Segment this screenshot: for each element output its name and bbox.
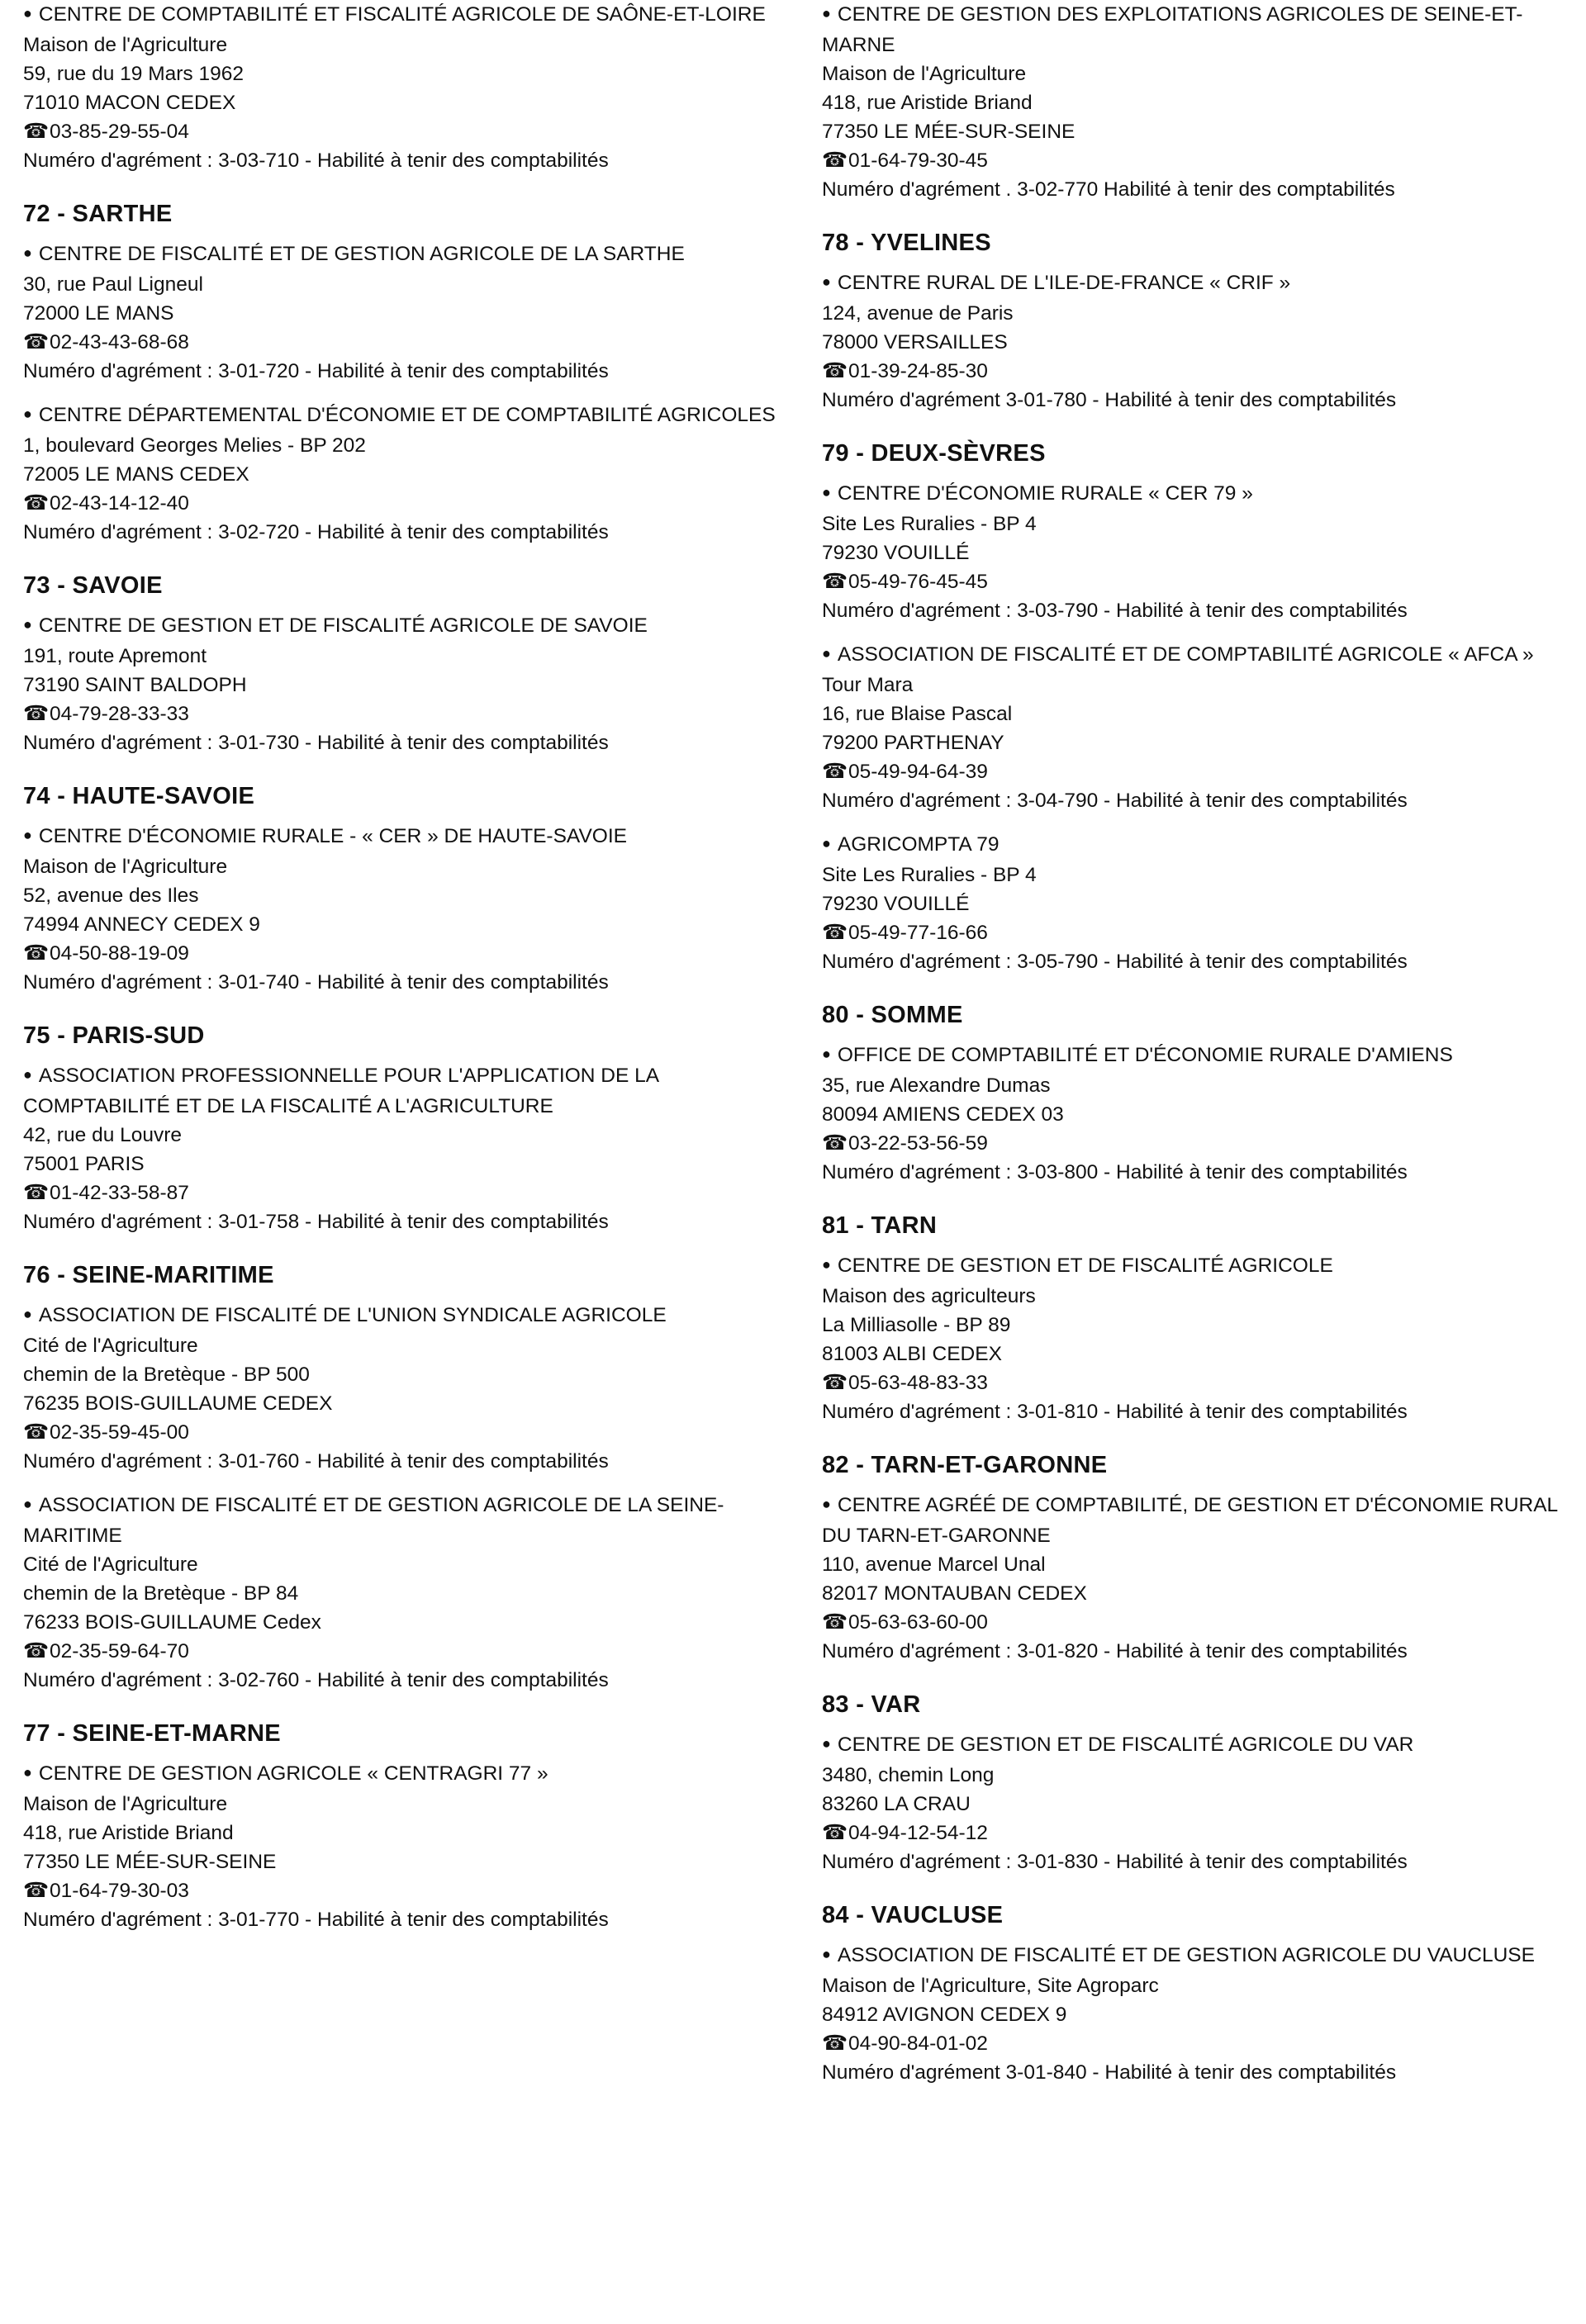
- telephone-icon: ☎: [822, 2032, 848, 2055]
- phone-number: 01-39-24-85-30: [848, 360, 988, 382]
- organization-name: ● ASSOCIATION PROFESSIONNELLE POUR L'APPLICATION DE LA COMPTABILITÉ ET DE LA FISCALITÉ A L'AGRICULTURE: [23, 1061, 783, 1121]
- address-line: 72000 LE MANS: [23, 302, 174, 325]
- phone-line: [23, 117, 783, 146]
- organization-name: ● CENTRE AGRÉÉ DE COMPTABILITÉ, DE GESTION ET D'ÉCONOMIE RURAL DU TARN-ET-GARONNE: [822, 1491, 1574, 1550]
- address-line: 74994 ANNECY CEDEX 9: [23, 913, 260, 936]
- phone-number: 04-90-84-01-02: [848, 2032, 988, 2055]
- address-line: Maison de l'Agriculture: [23, 34, 228, 56]
- telephone-icon: ☎: [822, 1610, 848, 1634]
- organization-entry: [23, 240, 783, 386]
- address-line: 79200 PARTHENAY: [822, 732, 1004, 754]
- organization-entry: [23, 611, 783, 757]
- organization-name: ● CENTRE D'ÉCONOMIE RURALE « CER 79 »: [822, 479, 1574, 510]
- organization-entry: [822, 479, 1574, 625]
- organization-name: ● CENTRE DE GESTION ET DE FISCALITÉ AGRICOLE DE SAVOIE: [23, 611, 783, 642]
- phone-number: 02-43-43-68-68: [50, 331, 189, 353]
- phone-number: 05-49-94-64-39: [848, 761, 988, 783]
- phone-line: [822, 146, 1574, 175]
- department-section: [822, 0, 1574, 204]
- address-line: 124, avenue de Paris: [822, 302, 1014, 325]
- address-line: 42, rue du Louvre: [23, 1124, 183, 1146]
- phone-line: [822, 1368, 1574, 1397]
- address-line: 110, avenue Marcel Unal: [822, 1553, 1046, 1576]
- address-line: 79230 VOUILLÉ: [822, 893, 970, 915]
- phone-number: 04-79-28-33-33: [50, 703, 189, 725]
- organization-entry: [822, 1251, 1574, 1426]
- address-line: 35, rue Alexandre Dumas: [822, 1074, 1051, 1097]
- agrement-number: Numéro d'agrément : 3-05-790 - Habilité à tenir des comptabilités: [822, 951, 1408, 973]
- phone-line: [822, 357, 1574, 386]
- telephone-icon: ☎: [23, 702, 50, 725]
- organization-entry: [822, 1491, 1574, 1666]
- address-line: 1, boulevard Georges Melies - BP 202: [23, 434, 366, 457]
- phone-line: [822, 2029, 1574, 2058]
- organization-entry: [23, 401, 783, 547]
- address-line: 16, rue Blaise Pascal: [822, 703, 1013, 725]
- left-column: [23, 0, 783, 1959]
- telephone-icon: ☎: [23, 1879, 50, 1902]
- agrement-number: Numéro d'agrément : 3-01-740 - Habilité à tenir des comptabilités: [23, 971, 609, 994]
- organization-entry: [23, 1491, 783, 1695]
- organization-name: ● CENTRE DÉPARTEMENTAL D'ÉCONOMIE ET DE COMPTABILITÉ AGRICOLES: [23, 401, 783, 431]
- department-heading: 78 - YVELINES: [822, 230, 991, 256]
- department-heading: 76 - SEINE-MARITIME: [23, 1262, 274, 1288]
- address-line: 84912 AVIGNON CEDEX 9: [822, 2004, 1067, 2026]
- address-line: 82017 MONTAUBAN CEDEX: [822, 1582, 1087, 1605]
- organization-entry: [822, 1041, 1574, 1187]
- phone-number: 03-85-29-55-04: [50, 121, 189, 143]
- agrement-number: Numéro d'agrément : 3-02-720 - Habilité à tenir des comptabilités: [23, 521, 609, 543]
- address-line: 80094 AMIENS CEDEX 03: [822, 1103, 1064, 1126]
- address-line: 75001 PARIS: [23, 1153, 145, 1175]
- right-column: [822, 0, 1574, 2112]
- telephone-icon: ☎: [23, 941, 50, 965]
- phone-number: 02-35-59-45-00: [50, 1421, 189, 1444]
- address-line: chemin de la Bretèque - BP 84: [23, 1582, 299, 1605]
- address-line: chemin de la Bretèque - BP 500: [23, 1364, 310, 1386]
- address-line: Site Les Ruralies - BP 4: [822, 513, 1037, 535]
- organization-name: ● CENTRE DE GESTION ET DE FISCALITÉ AGRICOLE: [822, 1251, 1574, 1282]
- telephone-icon: ☎: [23, 330, 50, 353]
- phone-line: [822, 1819, 1574, 1847]
- telephone-icon: ☎: [23, 1639, 50, 1662]
- organization-name: ● ASSOCIATION DE FISCALITÉ ET DE COMPTABILITÉ AGRICOLE « AFCA »: [822, 640, 1574, 671]
- address-line: 78000 VERSAILLES: [822, 331, 1008, 353]
- address-line: 77350 LE MÉE-SUR-SEINE: [822, 121, 1076, 143]
- department-section: [23, 1022, 783, 1236]
- address-line: 77350 LE MÉE-SUR-SEINE: [23, 1851, 277, 1873]
- telephone-icon: ☎: [23, 120, 50, 143]
- address-line: Maison de l'Agriculture: [23, 1793, 228, 1815]
- organization-name: ● CENTRE RURAL DE L'ILE-DE-FRANCE « CRIF »: [822, 268, 1574, 299]
- address-line: Maison de l'Agriculture, Site Agroparc: [822, 1975, 1159, 1997]
- department-section: [23, 1719, 783, 1934]
- phone-line: [23, 1179, 783, 1207]
- telephone-icon: ☎: [822, 1821, 848, 1844]
- agrement-number: Numéro d'agrément : 3-03-710 - Habilité à tenir des comptabilités: [23, 149, 609, 172]
- organization-name: ● CENTRE DE FISCALITÉ ET DE GESTION AGRICOLE DE LA SARTHE: [23, 240, 783, 270]
- organization-entry: [822, 640, 1574, 815]
- agrement-number: Numéro d'agrément : 3-04-790 - Habilité à tenir des comptabilités: [822, 790, 1408, 812]
- organization-entry: [822, 0, 1574, 204]
- phone-number: 01-64-79-30-45: [848, 149, 988, 172]
- address-line: Site Les Ruralies - BP 4: [822, 864, 1037, 886]
- phone-number: 04-94-12-54-12: [848, 1822, 988, 1844]
- agrement-number: Numéro d'agrément : 3-03-790 - Habilité à tenir des comptabilités: [822, 600, 1408, 622]
- address-line: 418, rue Aristide Briand: [822, 92, 1033, 114]
- organization-entry: [23, 1301, 783, 1476]
- address-line: 83260 LA CRAU: [822, 1793, 971, 1815]
- department-section: [23, 1261, 783, 1695]
- department-section: [822, 439, 1574, 976]
- phone-line: [23, 489, 783, 518]
- address-line: 76235 BOIS-GUILLAUME CEDEX: [23, 1392, 333, 1415]
- department-section: [822, 1451, 1574, 1666]
- phone-number: 03-22-53-56-59: [848, 1132, 988, 1155]
- address-line: Tour Mara: [822, 674, 914, 696]
- department-section: [822, 1901, 1574, 2087]
- organization-entry: [822, 830, 1574, 976]
- phone-number: 02-35-59-64-70: [50, 1640, 189, 1662]
- address-line: 191, route Apremont: [23, 645, 207, 667]
- phone-line: [23, 939, 783, 968]
- phone-line: [822, 567, 1574, 596]
- address-line: 418, rue Aristide Briand: [23, 1822, 234, 1844]
- department-section: [822, 1212, 1574, 1426]
- department-heading: 75 - PARIS-SUD: [23, 1022, 205, 1049]
- department-heading: 74 - HAUTE-SAVOIE: [23, 783, 255, 809]
- address-line: 81003 ALBI CEDEX: [822, 1343, 1002, 1365]
- department-section: [822, 229, 1574, 415]
- phone-number: 04-50-88-19-09: [50, 942, 189, 965]
- address-line: Maison des agriculteurs: [822, 1285, 1036, 1307]
- phone-number: 02-43-14-12-40: [50, 492, 189, 515]
- organization-entry: [23, 822, 783, 997]
- address-line: Cité de l'Agriculture: [23, 1335, 198, 1357]
- telephone-icon: ☎: [822, 921, 848, 944]
- department-heading: 84 - VAUCLUSE: [822, 1902, 1004, 1928]
- agrement-number: Numéro d'agrément 3-01-840 - Habilité à tenir des comptabilités: [822, 2061, 1397, 2084]
- address-line: Maison de l'Agriculture: [23, 856, 228, 878]
- organization-name: ● CENTRE DE COMPTABILITÉ ET FISCALITÉ AGRICOLE DE SAÔNE-ET-LOIRE: [23, 0, 783, 31]
- organization-entry: [822, 268, 1574, 415]
- organization-name: ● CENTRE D'ÉCONOMIE RURALE - « CER » DE HAUTE-SAVOIE: [23, 822, 783, 852]
- telephone-icon: ☎: [822, 1371, 848, 1394]
- telephone-icon: ☎: [23, 491, 50, 515]
- organization-name: ● OFFICE DE COMPTABILITÉ ET D'ÉCONOMIE RURALE D'AMIENS: [822, 1041, 1574, 1071]
- phone-number: 05-49-77-16-66: [848, 922, 988, 944]
- phone-line: [23, 1418, 783, 1447]
- agrement-number: Numéro d'agrément : 3-01-720 - Habilité à tenir des comptabilités: [23, 360, 609, 382]
- address-line: 76233 BOIS-GUILLAUME Cedex: [23, 1611, 321, 1634]
- department-section: [23, 572, 783, 757]
- phone-line: [822, 757, 1574, 786]
- organization-name: ● ASSOCIATION DE FISCALITÉ ET DE GESTION AGRICOLE DU VAUCLUSE: [822, 1941, 1574, 1971]
- address-line: 59, rue du 19 Mars 1962: [23, 63, 244, 85]
- address-line: 3480, chemin Long: [822, 1764, 995, 1786]
- phone-line: [822, 1608, 1574, 1637]
- agrement-number: Numéro d'agrément : 3-01-758 - Habilité à tenir des comptabilités: [23, 1211, 609, 1233]
- agrement-number: Numéro d'agrément : 3-01-770 - Habilité à tenir des comptabilités: [23, 1909, 609, 1931]
- phone-line: [822, 1129, 1574, 1158]
- department-heading: 80 - SOMME: [822, 1002, 963, 1028]
- phone-number: 05-49-76-45-45: [848, 571, 988, 593]
- organization-entry: [23, 1061, 783, 1236]
- agrement-number: Numéro d'agrément : 3-01-760 - Habilité à tenir des comptabilités: [23, 1450, 609, 1473]
- department-section: [23, 200, 783, 547]
- organization-name: ● CENTRE DE GESTION DES EXPLOITATIONS AGRICOLES DE SEINE-ET-MARNE: [822, 0, 1574, 59]
- telephone-icon: ☎: [822, 149, 848, 172]
- organization-name: ● AGRICOMPTA 79: [822, 830, 1574, 861]
- telephone-icon: ☎: [23, 1420, 50, 1444]
- department-section: [822, 1691, 1574, 1876]
- phone-number: 01-42-33-58-87: [50, 1182, 189, 1204]
- phone-number: 05-63-63-60-00: [848, 1611, 988, 1634]
- phone-number: 01-64-79-30-03: [50, 1880, 189, 1902]
- department-section: [822, 1001, 1574, 1187]
- department-section: [23, 782, 783, 997]
- telephone-icon: ☎: [822, 760, 848, 783]
- agrement-number: Numéro d'agrément : 3-01-830 - Habilité à tenir des comptabilités: [822, 1851, 1408, 1873]
- address-line: 71010 MACON CEDEX: [23, 92, 236, 114]
- department-heading: 73 - SAVOIE: [23, 572, 163, 599]
- department-heading: 81 - TARN: [822, 1212, 938, 1239]
- department-heading: 72 - SARTHE: [23, 201, 173, 227]
- organization-name: ● ASSOCIATION DE FISCALITÉ DE L'UNION SYNDICALE AGRICOLE: [23, 1301, 783, 1331]
- address-line: 30, rue Paul Ligneul: [23, 273, 203, 296]
- address-line: 79230 VOUILLÉ: [822, 542, 970, 564]
- address-line: La Milliasolle - BP 89: [822, 1314, 1011, 1336]
- address-line: Maison de l'Agriculture: [822, 63, 1027, 85]
- agrement-number: Numéro d'agrément : 3-01-730 - Habilité à tenir des comptabilités: [23, 732, 609, 754]
- organization-entry: [822, 1730, 1574, 1876]
- phone-line: [23, 700, 783, 728]
- telephone-icon: ☎: [822, 1131, 848, 1155]
- phone-line: [23, 328, 783, 357]
- organization-entry: [23, 0, 783, 175]
- address-line: 73190 SAINT BALDOPH: [23, 674, 247, 696]
- phone-number: 05-63-48-83-33: [848, 1372, 988, 1394]
- agrement-number: Numéro d'agrément 3-01-780 - Habilité à tenir des comptabilités: [822, 389, 1397, 411]
- organization-name: ● CENTRE DE GESTION AGRICOLE « CENTRAGRI 77 »: [23, 1759, 783, 1790]
- agrement-number: Numéro d'agrément : 3-01-820 - Habilité à tenir des comptabilités: [822, 1640, 1408, 1662]
- telephone-icon: ☎: [23, 1181, 50, 1204]
- department-heading: 82 - TARN-ET-GARONNE: [822, 1452, 1108, 1478]
- telephone-icon: ☎: [822, 570, 848, 593]
- address-line: Cité de l'Agriculture: [23, 1553, 198, 1576]
- department-heading: 83 - VAR: [822, 1691, 921, 1718]
- agrement-number: Numéro d'agrément : 3-01-810 - Habilité à tenir des comptabilités: [822, 1401, 1408, 1423]
- organization-entry: [23, 1759, 783, 1934]
- address-line: 72005 LE MANS CEDEX: [23, 463, 249, 486]
- phone-line: [822, 918, 1574, 947]
- organization-name: ● CENTRE DE GESTION ET DE FISCALITÉ AGRICOLE DU VAR: [822, 1730, 1574, 1761]
- agrement-number: Numéro d'agrément : 3-03-800 - Habilité à tenir des comptabilités: [822, 1161, 1408, 1183]
- agrement-number: Numéro d'agrément . 3-02-770 Habilité à tenir des comptabilités: [822, 178, 1395, 201]
- organization-name: ● ASSOCIATION DE FISCALITÉ ET DE GESTION AGRICOLE DE LA SEINE-MARITIME: [23, 1491, 783, 1550]
- department-heading: 77 - SEINE-ET-MARNE: [23, 1720, 281, 1747]
- address-line: 52, avenue des Iles: [23, 885, 199, 907]
- agrement-number: Numéro d'agrément : 3-02-760 - Habilité à tenir des comptabilités: [23, 1669, 609, 1691]
- phone-line: [23, 1637, 783, 1666]
- department-heading: 79 - DEUX-SÈVRES: [822, 440, 1046, 467]
- phone-line: [23, 1876, 783, 1905]
- department-section: [23, 0, 783, 175]
- telephone-icon: ☎: [822, 359, 848, 382]
- organization-entry: [822, 1941, 1574, 2087]
